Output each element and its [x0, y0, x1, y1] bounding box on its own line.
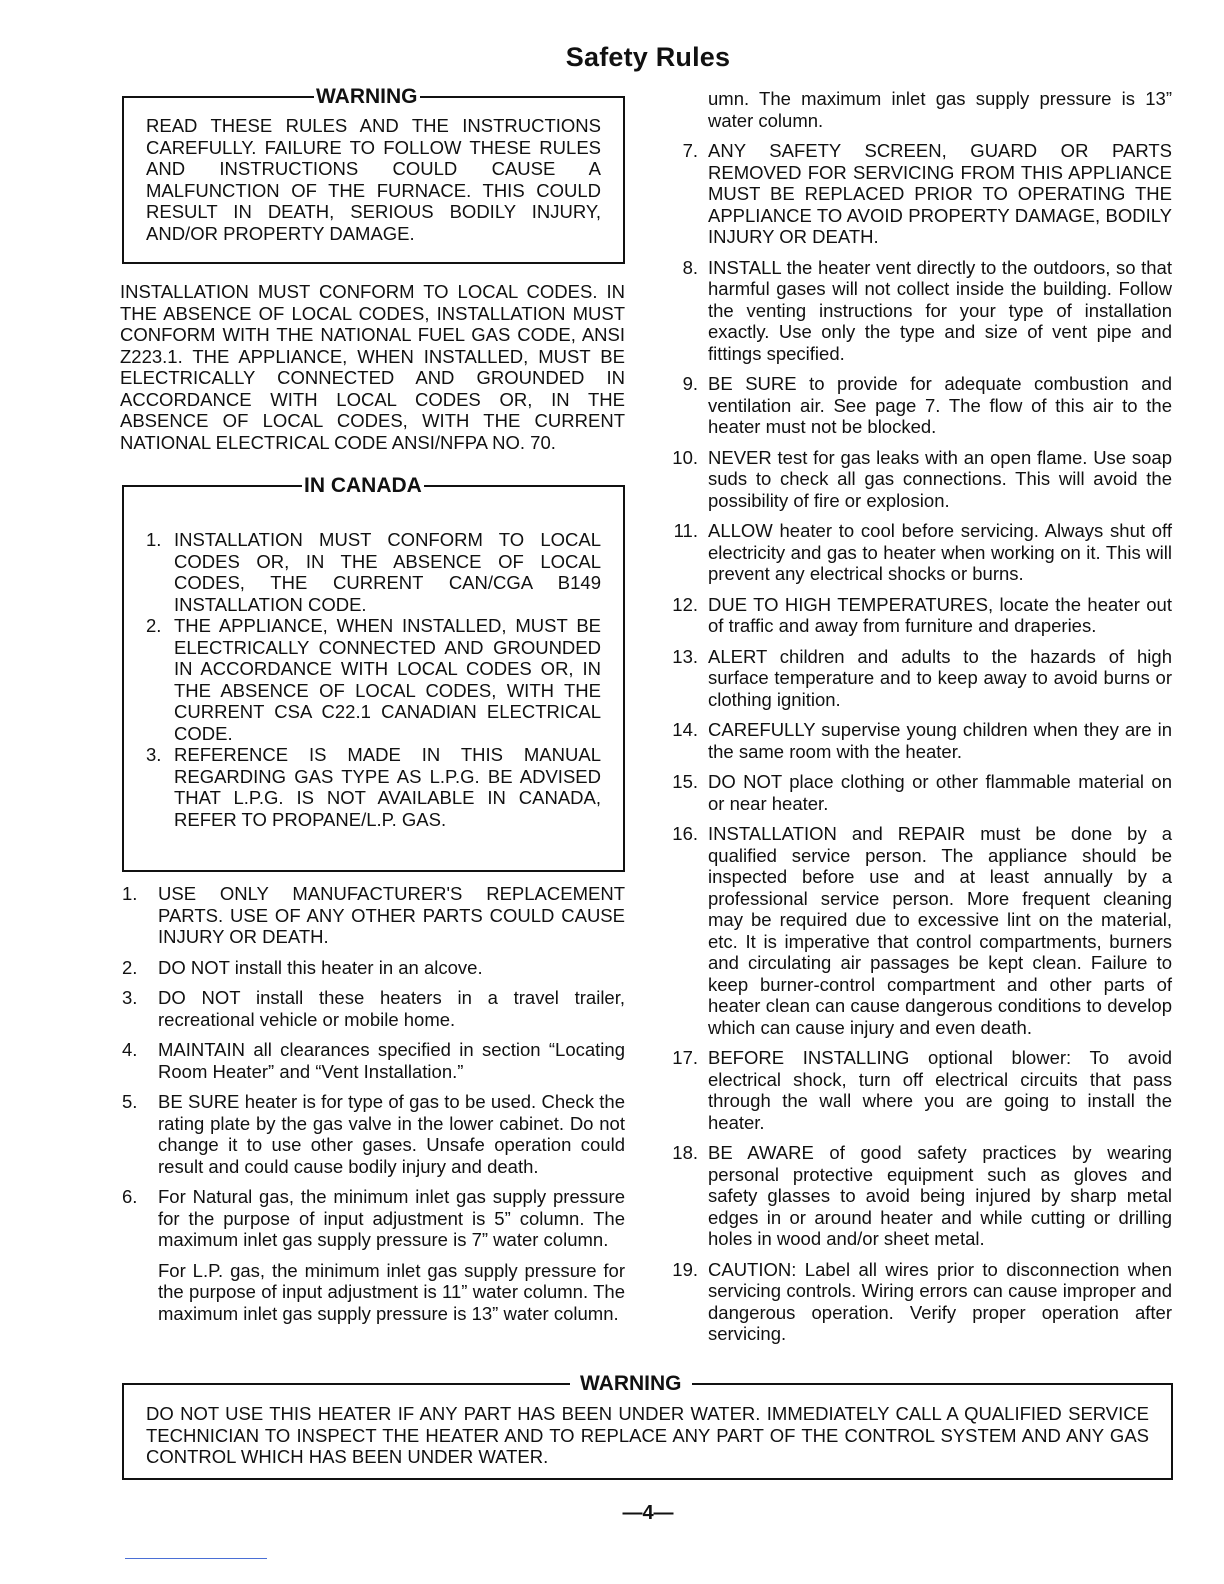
canada-label: IN CANADA — [304, 474, 422, 497]
rules-right — [664, 88, 1172, 1354]
warning-text: READ THESE RULES AND THE INSTRUCTIONS CAREFULLY. FAILURE TO FOLLOW THESE RULES AND INSTRUCTIONS COULD CAUSE A MALFUNCTION OF THE FURNACE. THIS COULD RESULT IN DEATH, SERIOUS BODILY INJURY, AND/OR PROPERTY DAMAGE. — [146, 115, 601, 244]
page-title: Safety Rules — [565, 42, 731, 72]
item-text: DO NOT install this heater in an alcove. — [158, 956, 483, 978]
item-number: 18. — [672, 1142, 698, 1163]
rule6-continuation: umn. The maximum inlet gas supply pressure is 13” water column. — [708, 88, 1172, 131]
item-number: 6. — [122, 1186, 138, 1207]
warning-text: DO NOT USE THIS HEATER IF ANY PART HAS BEEN UNDER WATER. IMMEDIATELY CALL A QUALIFIED SERVICE TECHNICIAN TO INSPECT THE HEATER AND TO REPLACE ANY PART OF THE CONTROL SYSTEM AND ANY GAS CONTROL WHICH HAS BEEN UNDER WATER. — [146, 1403, 1149, 1467]
item-number: 1. — [122, 883, 138, 904]
item-number: 7. — [682, 140, 698, 161]
warning-label: WARNING — [316, 85, 418, 108]
rule-item — [664, 1142, 1172, 1250]
rule-item — [122, 1039, 625, 1082]
item-number: 2. — [146, 615, 162, 636]
item-number: 16. — [672, 823, 698, 844]
canada-box — [122, 474, 625, 872]
rule-item — [664, 1259, 1172, 1345]
warning-label: WARNING — [580, 1372, 682, 1395]
rule-item — [664, 520, 1172, 585]
item-text: DO NOT install these heaters in a travel trailer, recreational vehicle or mobile home. — [158, 987, 625, 1030]
canada-list — [146, 529, 601, 830]
item-text: ALLOW heater to cool before servicing. Always shut off electricity and gas to heater when working on it. This will prevent any electrical shocks or burns. — [708, 520, 1172, 584]
list-item — [146, 744, 601, 830]
item-number: 5. — [122, 1091, 138, 1112]
list-item — [146, 615, 601, 744]
item-text: DO NOT place clothing or other flammable material on or near heater. — [708, 771, 1172, 814]
installation-paragraph: INSTALLATION MUST CONFORM TO LOCAL CODES. IN THE ABSENCE OF LOCAL CODES, INSTALLATION MUST CONFORM WITH THE NATIONAL FUEL GAS CODE, ANSI Z223.1. THE APPLIANCE, WHEN INSTALLED, MUST BE ELECTRICALLY CONNECTED AND GROUNDED IN ACCORDANCE WITH LOCAL CODES OR, IN THE ABSENCE OF LOCAL CODES, WITH THE CURRENT NATIONAL ELECTRICAL CODE ANSI/NFPA NO. 70. — [120, 281, 625, 453]
rule-item — [664, 140, 1172, 248]
item-text: REFERENCE IS MADE IN THIS MANUAL REGARDING GAS TYPE AS L.P.G. BE ADVISED THAT L.P.G. IS NOT AVAILABLE IN CANADA, REFER TO PROPANE/L.P. GAS. — [174, 744, 601, 830]
natural-gas-text: For Natural gas, the minimum inlet gas supply pressure for the purpose of input adjustment is 5” column. The maximum inlet gas supply pressure is 7” water column. — [158, 1186, 625, 1250]
item-number: 11. — [673, 520, 698, 541]
page-number: —4— — [622, 1502, 674, 1524]
item-number: 3. — [146, 744, 162, 765]
item-text: MAINTAIN all clearances specified in section “Locating Room Heater” and “Vent Installation.” — [158, 1039, 625, 1082]
list-item — [146, 529, 601, 615]
item-text: CAREFULLY supervise young children when they are in the same room with the heater. — [708, 719, 1172, 762]
item-text: ALERT children and adults to the hazards of high surface temperature and to keep away to avoid burns or clothing ignition. — [708, 645, 1172, 710]
rule-item — [664, 373, 1172, 438]
item-number: 2. — [122, 956, 138, 978]
rule-item — [122, 987, 625, 1030]
item-text: THE APPLIANCE, WHEN INSTALLED, MUST BE ELECTRICALLY CONNECTED AND GROUNDED IN ACCORDANCE WITH LOCAL CODES OR, IN THE ABSENCE OF LOCAL CODES, WITH THE CURRENT CSA C22.1 CANADIAN ELECTRICAL CODE. — [174, 615, 601, 744]
divider-line — [125, 1558, 267, 1559]
item-number: 8. — [682, 256, 698, 278]
item-number: 9. — [682, 373, 698, 394]
item-number: 15. — [672, 771, 698, 792]
item-number: 1. — [146, 529, 162, 550]
item-text: INSTALL the heater vent directly to the outdoors, so that harmful gases will not collect inside the building. Follow the venting instructions for your type of installation exactly. Use only the type and size of vent pipe and fittings specified. — [708, 256, 1172, 364]
rule-item — [664, 257, 1172, 365]
lp-gas-text: For L.P. gas, the minimum inlet gas supply pressure for the purpose of input adjustment is 11” water column. The maximum inlet gas supply pressure is 13” water column. — [158, 1259, 625, 1324]
item-number: 17. — [672, 1047, 698, 1068]
item-text: CAUTION: Label all wires prior to disconnection when servicing controls. Wiring errors can cause improper and dangerous operation. Verify proper operation after servicing. — [708, 1258, 1172, 1344]
item-text: INSTALLATION and REPAIR must be done by a qualified service person. The appliance should be inspected before use and at least annually by a professional service person. More frequent cleaning may be required due to excessive lint on the material, etc. It is imperative that control compartments, burners and circulating air passages be kept clean. Failure to keep burner-control compartment and other parts of heater clean can cause dangerous conditions to develop which can cause injury and even death. — [708, 823, 1172, 1038]
rule-item — [664, 594, 1172, 637]
item-number: 10. — [672, 446, 698, 468]
item-text: BE SURE to provide for adequate combustion and ventilation air. See page 7. The flow of this air to the heater must not be blocked. — [708, 373, 1172, 437]
rule-item — [122, 883, 625, 948]
warning-box-bottom — [122, 1372, 1173, 1480]
rule-item — [664, 823, 1172, 1038]
item-number: 19. — [672, 1258, 698, 1280]
rule-item — [122, 957, 625, 979]
rule-item — [664, 447, 1172, 512]
item-text: INSTALLATION MUST CONFORM TO LOCAL CODES OR, IN THE ABSENCE OF LOCAL CODES, THE CURRENT CAN/CGA B149 INSTALLATION CODE. — [174, 529, 601, 615]
rule-item — [122, 1091, 625, 1177]
rule-item — [664, 771, 1172, 814]
item-number: 3. — [122, 987, 138, 1008]
rule-item — [122, 1186, 625, 1324]
item-number: 14. — [672, 719, 698, 740]
item-text — [158, 1186, 625, 1324]
item-text: BEFORE INSTALLING optional blower: To avoid electrical shock, turn off electrical circuits that pass through the wall where you are going to install the heater. — [708, 1047, 1172, 1133]
item-number: 13. — [672, 645, 698, 667]
rule-item — [664, 719, 1172, 762]
item-number: 12. — [672, 593, 698, 615]
item-text: BE AWARE of good safety practices by wearing personal protective equipment such as gloves and safety glasses to avoid being injured by sharp metal edges in or around heater and while cutting or drilling holes in wood and/or sheet metal. — [708, 1142, 1172, 1249]
item-text: NEVER test for gas leaks with an open flame. Use soap suds to check all gas connections. This will avoid the possibility of fire or explosion. — [708, 446, 1172, 511]
item-number: 4. — [122, 1039, 138, 1060]
rule-item — [664, 646, 1172, 711]
item-text: DUE TO HIGH TEMPERATURES, locate the heater out of traffic and away from furniture and draperies. — [708, 593, 1172, 636]
item-text: ANY SAFETY SCREEN, GUARD OR PARTS REMOVED FOR SERVICING FROM THIS APPLIANCE MUST BE REPLACED PRIOR TO OPERATING THE APPLIANCE TO AVOID PROPERTY DAMAGE, BODILY INJURY OR DEATH. — [708, 140, 1172, 247]
rules-left — [122, 883, 625, 1333]
rule-item — [664, 1047, 1172, 1133]
item-text: USE ONLY MANUFACTURER'S REPLACEMENT PARTS. USE OF ANY OTHER PARTS COULD CAUSE INJURY OR DEATH. — [158, 883, 625, 947]
warning-box-top — [122, 85, 625, 264]
item-text: BE SURE heater is for type of gas to be used. Check the rating plate by the gas valve in the lower cabinet. Do not change it to use other gases. Unsafe operation could result and could cause bodily injury and death. — [158, 1091, 625, 1177]
